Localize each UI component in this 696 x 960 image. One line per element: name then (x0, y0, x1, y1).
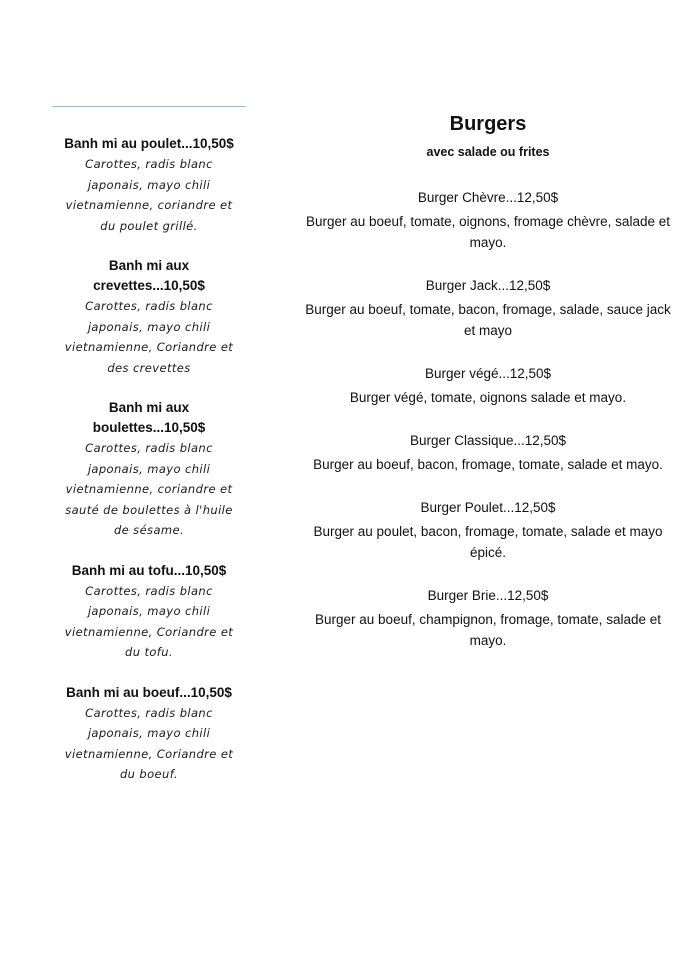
item-description: Carottes, radis blanc japonais, mayo chili vietnamienne, Coriandre et des crevettes (64, 299, 234, 375)
item-title: Banh mi aux boulettes...10,50$ (92, 400, 206, 435)
item-description: Burger au boeuf, tomate, bacon, fromage, salade, sauce jack et mayo (305, 302, 671, 338)
item-description: Burger au boeuf, champignon, fromage, tomate, salade et mayo. (315, 612, 661, 648)
item-title: Banh mi au tofu...10,50$ (71, 562, 227, 578)
item-title: Burger Chèvre...12,50$ (417, 190, 559, 205)
item-description: Carottes, radis blanc japonais, mayo chili vietnamienne, Coriandre et du boeuf. (64, 705, 234, 781)
item-description: Burger végé, tomate, oignons salade et mayo. (349, 390, 627, 405)
menu-item-burger-jack (290, 275, 686, 341)
item-title: Burger Poulet...12,50$ (420, 500, 556, 515)
menu-item-burger-brie (290, 585, 686, 651)
item-description: Carottes, radis blanc japonais, mayo chili vietnamienne, coriandre et sauté de boulettes à l'huile de sésame. (65, 441, 233, 537)
menu-item-banh-mi-poulet (48, 134, 250, 236)
item-title: Burger Classique...12,50$ (409, 433, 567, 448)
divider-line (52, 106, 246, 107)
item-description: Burger au boeuf, tomate, oignons, fromage chèvre, salade et mayo. (306, 214, 670, 250)
item-title: Burger végé...12,50$ (424, 366, 552, 381)
item-title: Burger Brie...12,50$ (427, 588, 549, 603)
item-title: Burger Jack...12,50$ (425, 278, 551, 293)
menu-item-burger-vege (290, 363, 686, 408)
menu-item-burger-chevre (290, 187, 686, 253)
item-description: Carottes, radis blanc japonais, mayo chili vietnamienne, Coriandre et du tofu. (64, 583, 234, 659)
menu-item-banh-mi-boulettes (48, 398, 250, 541)
item-title: Banh mi au poulet...10,50$ (64, 136, 234, 151)
menu-item-banh-mi-crevettes (48, 256, 250, 378)
item-description: Carottes, radis blanc japonais, mayo chili vietnamienne, coriandre et du poulet grillé. (65, 157, 233, 233)
item-title: Banh mi aux crevettes...10,50$ (93, 258, 205, 293)
burgers-section (290, 110, 686, 673)
menu-item-burger-classique (290, 430, 686, 475)
menu-item-burger-poulet (290, 497, 686, 563)
section-subheading: avec salade ou frites (426, 145, 550, 159)
item-title: Banh mi au boeuf...10,50$ (66, 684, 232, 700)
item-description: Burger au boeuf, bacon, fromage, tomate, salade et mayo. (313, 457, 663, 472)
menu-item-banh-mi-tofu (48, 561, 250, 663)
banh-mi-section (48, 134, 250, 805)
item-description: Burger au poulet, bacon, fromage, tomate, salade et mayo épicé. (313, 524, 663, 560)
section-heading: Burgers (449, 113, 527, 135)
menu-item-banh-mi-boeuf (48, 683, 250, 785)
